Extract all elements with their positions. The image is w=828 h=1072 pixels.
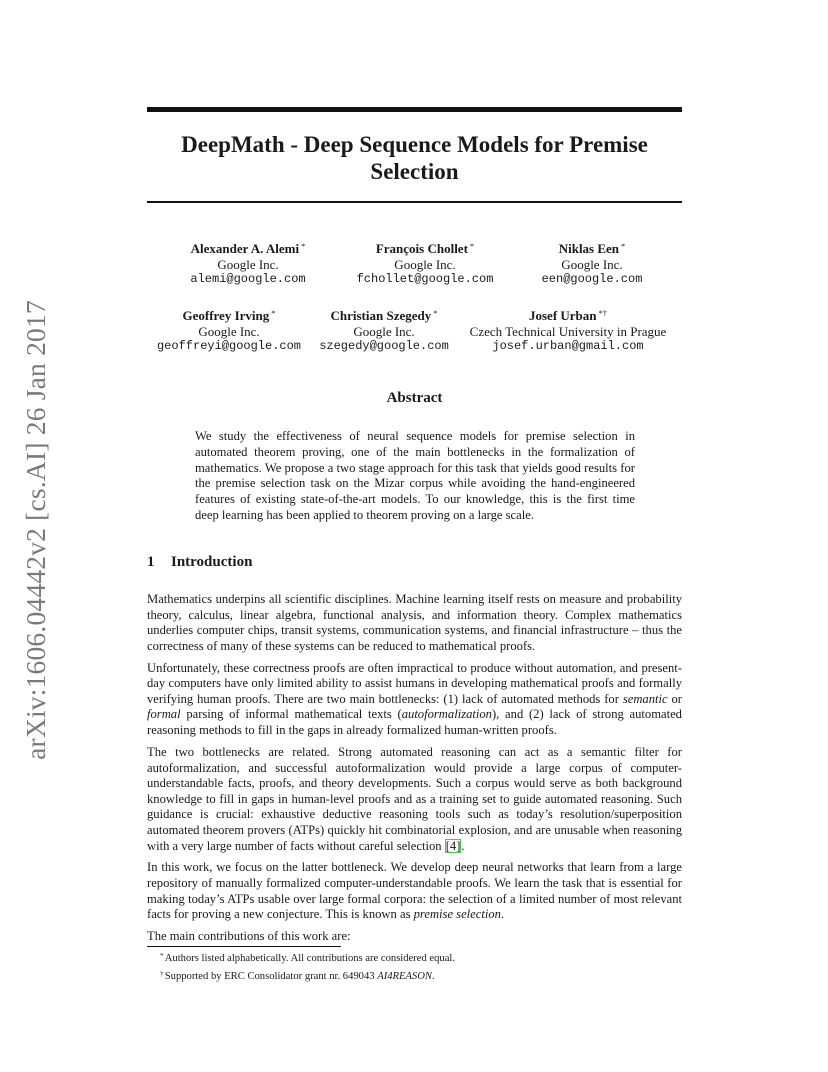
title-top-rule: [147, 107, 682, 112]
paragraph: The two bottlenecks are related. Strong automated reasoning can act as a semantic filter for autoformalization, and successful autoformalization would provide a large corpus of computer-understandable facts, proofs, and theory developments. Such a corpus would serve as both background knowledge to fill in gaps in human-level proofs and as a training set to guide automated reasoning. Such guidance is crucial: exhaustive deductive reasoning tools such as today’s resolution/superposition automated theorem provers (ATPs) quickly hit combinatorial explosion, and are unusable when reasoning with a very large number of facts without careful selection [4].: [147, 744, 682, 853]
abstract-heading: Abstract: [386, 390, 443, 406]
paragraph: In this work, we focus on the latter bottleneck. We develop deep neural networks that learn from a large repository of manually formalized computer-understandable proofs. We learn the task that is essential for making today’s ATPs usable over large formal corpora: the selection of a limited number of most relevant facts for proving a new conjecture. This is known as premise selection.: [147, 860, 682, 922]
abstract-text: We study the effectiveness of neural sequence models for premise selection in automated theorem proving, one of the main bottlenecks in the formalization of mathematics. We propose a two stage approach for this task that yields good results for the premise selection task on the Mizar corpus while avoiding the hand-engineered features of existing state-of-the-art models. To our knowledge, this is the first time deep learning has been applied to theorem proving on a large scale.: [195, 429, 635, 522]
citation-link[interactable]: [4]: [445, 838, 461, 853]
introduction-body: [147, 592, 682, 951]
author-affiliation: Czech Technical University in Prague: [469, 323, 667, 339]
author-email[interactable]: alemi@google.com: [190, 272, 306, 286]
title-bottom-rule: [147, 201, 682, 203]
author-block-alemi: [190, 239, 305, 288]
author-block-chollet: [357, 239, 494, 288]
author-email[interactable]: een@google.com: [541, 272, 643, 286]
author-block-szegedy: [319, 306, 449, 355]
author-email[interactable]: fchollet@google.com: [356, 272, 494, 286]
paragraph: Mathematics underpins all scientific disciplines. Machine learning itself rests on measure and probability theory, calculus, linear algebra, functional analysis, and information theory. Complex mathematics underlies computer chips, transit systems, communication systems, and financial infrastructure – thus the correctness of many of these systems can be reduced to mathematical proofs.: [147, 592, 682, 653]
author-email[interactable]: josef.urban@gmail.com: [492, 339, 644, 353]
author-email[interactable]: szegedy@google.com: [319, 339, 449, 353]
author-name: Christian Szegedy *: [330, 308, 438, 323]
author-affiliation: Google Inc.: [217, 256, 279, 272]
author-block-irving: [157, 306, 301, 355]
author-email[interactable]: geoffreyi@google.com: [156, 339, 302, 353]
section-number: 1: [147, 554, 155, 570]
section-heading-introduction: [147, 554, 252, 571]
section-title: Introduction: [171, 554, 253, 570]
author-affiliation: Google Inc.: [198, 323, 260, 339]
author-affiliation: Google Inc.: [353, 323, 415, 339]
author-name: Alexander A. Alemi *: [190, 241, 306, 256]
author-affiliation: Google Inc.: [561, 256, 623, 272]
paper-title: DeepMath - Deep Sequence Models for Premise Selection: [181, 132, 648, 184]
author-name: Josef Urban *†: [528, 308, 608, 323]
arxiv-identifier-stamp: [19, 299, 53, 761]
author-block-een: [542, 239, 643, 288]
author-affiliation: Google Inc.: [394, 256, 456, 272]
paragraph: The main contributions of this work are:: [147, 929, 351, 944]
footnote-authors: *Authors listed alphabetically. All contributions are considered equal.: [160, 951, 456, 964]
author-name: Geoffrey Irving *: [182, 308, 276, 323]
footnotes: [160, 949, 680, 984]
footnote-funding: †Supported by ERC Consolidator grant nr. 649043 AI4REASON.: [160, 968, 435, 982]
author-name: Niklas Een *: [558, 241, 626, 256]
footnote-rule: [147, 946, 341, 947]
author-block-urban: [470, 306, 667, 355]
arxiv-identifier-text: arXiv:1606.04442v2 [cs.AI] 26 Jan 2017: [20, 300, 52, 760]
author-name: François Chollet *: [375, 241, 475, 256]
paragraph: Unfortunately, these correctness proofs are often impractical to produce without automation, and present-day computers have only limited ability to assist humans in developing mathematical proofs and formally verifying human proofs. There are two main bottlenecks: (1) lack of automated methods for semantic or formal parsing of informal mathematical texts (autoformalization), and (2) lack of strong automated reasoning methods to fill in the gaps in already formalized human-written proofs.: [147, 660, 683, 738]
